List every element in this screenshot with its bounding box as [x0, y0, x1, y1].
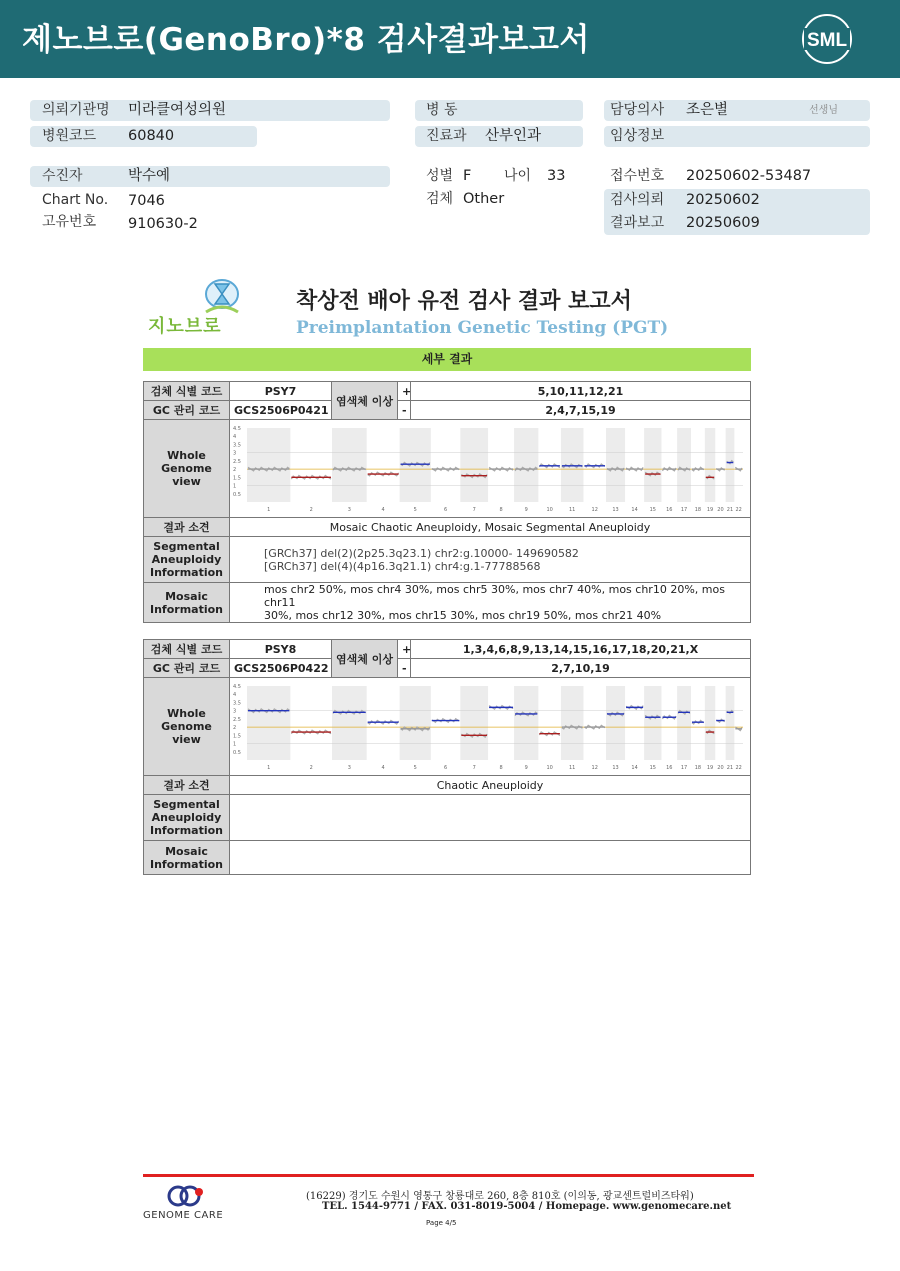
y-tick-label: 2.5 — [233, 716, 241, 723]
doctor-suffix: 선생님 — [809, 105, 838, 116]
genome-chart-cell — [230, 678, 751, 776]
gain-sign: + — [398, 382, 411, 401]
x-tick-label: 11 — [568, 765, 576, 771]
chromosome-band — [400, 686, 431, 760]
mosaic-line: 30%, mos chr12 30%, mos chr15 30%, mos chr19 50%, mos chr21 40% — [264, 609, 662, 622]
age-label: 나이 — [504, 168, 532, 184]
mosaic-value — [230, 841, 751, 875]
chromosome-band — [514, 686, 538, 760]
x-tick-label: 3 — [347, 507, 351, 513]
x-tick-label: 15 — [649, 507, 657, 513]
svg-text:SML: SML — [806, 30, 848, 51]
chromosome-band — [606, 428, 625, 502]
sample-code-value: PSY8 — [230, 640, 332, 659]
chromosome-band — [677, 428, 691, 502]
institution-label: 의뢰기관명 — [42, 102, 110, 118]
y-tick-label: 1.5 — [233, 475, 241, 482]
loss-sign: - — [398, 401, 411, 420]
x-tick-label: 13 — [612, 765, 619, 771]
genome-chart-cell — [230, 420, 751, 518]
sample-code-label: 검체 식별 코드 — [144, 640, 230, 659]
report-title: 착상전 배아 유전 검사 결과 보고서 — [296, 289, 632, 314]
x-tick-label: 10 — [546, 507, 553, 513]
y-tick-label: 2.5 — [233, 458, 241, 465]
whole-genome-label: Whole Genome view — [144, 420, 230, 518]
x-tick-label: 20 — [717, 765, 724, 771]
x-tick-label: 13 — [612, 507, 619, 513]
report-subtitle: Preimplantation Genetic Testing (PGT) — [296, 318, 669, 338]
gain-chromosomes: 1,3,4,6,8,9,13,14,15,16,17,18,20,21,X — [411, 640, 751, 659]
sample-code-label: 검체 식별 코드 — [144, 382, 230, 401]
finding-value: Chaotic Aneuploidy — [230, 776, 751, 795]
hospital-code-value: 60840 — [128, 128, 175, 144]
x-tick-label: 18 — [694, 507, 702, 513]
x-tick-label: 14 — [631, 507, 638, 513]
header-bar — [0, 0, 900, 78]
doctor-value: 조은별 — [686, 102, 729, 118]
gc-code-value: GCS2506P0421 — [230, 401, 332, 420]
x-tick-label: 5 — [413, 507, 417, 513]
chromosome-band — [705, 686, 715, 760]
patient-value: 박수예 — [128, 168, 171, 184]
patient-label: 수진자 — [42, 168, 83, 184]
footer-divider — [143, 1174, 754, 1177]
x-tick-label: 8 — [499, 765, 503, 771]
x-tick-label: 6 — [443, 765, 448, 771]
dept-value: 산부인과 — [485, 128, 542, 144]
abnormal-label: 염색체 이상 — [332, 640, 398, 678]
x-tick-label: 7 — [472, 765, 476, 771]
segmental-line: [GRCh37] del(4)(4p16.3q21.1) chr4:g.1-77788568 — [264, 559, 541, 573]
report-value: 20250609 — [686, 215, 760, 231]
y-tick-label: 3.5 — [233, 442, 241, 449]
x-tick-label: 3 — [347, 765, 351, 771]
footer-address: (16229) 경기도 수원시 영통구 창룡대로 260, 8층 810호 (이의동, 광교센트럴비즈타워) — [306, 1191, 694, 1202]
chart-value: 7046 — [128, 193, 165, 209]
genome-chart-2 — [231, 678, 749, 772]
segmental-value — [230, 537, 751, 583]
x-tick-label: 19 — [706, 765, 714, 771]
segmental-line: [GRCh37] del(2)(2p25.3q23.1) chr2:g.10000- 149690582 — [264, 546, 579, 560]
chromosome-band — [332, 686, 367, 760]
chromosome-band — [644, 428, 661, 502]
brand-name: 지노브로 — [148, 316, 222, 337]
mosaic-line: mos chr2 50%, mos chr4 30%, mos chr5 30%, mos chr7 40%, mos chr10 20%, mos chr11 — [264, 583, 725, 609]
chromosome-band — [332, 428, 367, 502]
x-tick-label: 21 — [726, 765, 734, 771]
y-tick-label: 1 — [233, 483, 237, 490]
segmental-label: Segmental Aneuploidy Information — [144, 795, 230, 841]
x-tick-label: 4 — [381, 765, 385, 771]
abnormal-label: 염색체 이상 — [332, 382, 398, 420]
x-tick-label: 17 — [680, 765, 688, 771]
genome-care-logo-icon — [166, 1184, 206, 1208]
y-tick-label: 3 — [233, 450, 237, 457]
request-value: 20250602 — [686, 192, 760, 208]
loss-chromosomes: 2,7,10,19 — [411, 659, 751, 678]
y-tick-label: 2 — [233, 725, 237, 732]
genome-chart-1 — [231, 420, 749, 514]
chromosome-band — [705, 428, 715, 502]
chromosome-band — [247, 686, 290, 760]
whole-genome-label: Whole Genome view — [144, 678, 230, 776]
x-tick-label: 1 — [267, 765, 271, 771]
y-tick-label: 1 — [233, 741, 237, 748]
loss-chromosomes: 2,4,7,15,19 — [411, 401, 751, 420]
y-tick-label: 0.5 — [233, 749, 241, 756]
x-tick-label: 1 — [267, 507, 271, 513]
id-value: 910630-2 — [128, 216, 198, 232]
y-tick-label: 0.5 — [233, 491, 241, 498]
gc-code-label: GC 관리 코드 — [144, 401, 230, 420]
hospital-code-label: 병원코드 — [42, 128, 97, 144]
sex-value: F — [463, 168, 472, 184]
chromosome-band — [561, 686, 584, 760]
section-header: 세부 결과 — [143, 348, 751, 371]
finding-label: 결과 소견 — [144, 776, 230, 795]
specimen-value: Other — [463, 191, 505, 207]
chromosome-band — [644, 686, 661, 760]
x-tick-label: 15 — [649, 765, 657, 771]
x-tick-label: 21 — [726, 507, 734, 513]
chromosome-band — [606, 686, 625, 760]
y-tick-label: 3 — [233, 708, 237, 715]
age-value: 33 — [547, 168, 566, 184]
gc-code-label: GC 관리 코드 — [144, 659, 230, 678]
x-tick-label: 22 — [735, 765, 742, 771]
x-tick-label: 14 — [631, 765, 638, 771]
doctor-label: 담당의사 — [610, 102, 665, 118]
receipt-label: 접수번호 — [610, 168, 665, 184]
mosaic-value — [230, 583, 751, 623]
sample-code-value: PSY7 — [230, 382, 332, 401]
x-tick-label: 12 — [591, 765, 598, 771]
x-tick-label: 16 — [666, 507, 673, 513]
x-tick-label: 2 — [309, 507, 313, 513]
sml-logo — [800, 12, 854, 66]
chromosome-band — [514, 428, 538, 502]
gain-sign: + — [398, 640, 411, 659]
finding-label: 결과 소견 — [144, 518, 230, 537]
chromosome-band — [460, 686, 488, 760]
institution-value: 미라클여성의원 — [128, 102, 227, 118]
chromosome-band — [726, 428, 735, 502]
y-tick-label: 4 — [233, 434, 237, 441]
chromosome-band — [247, 428, 290, 502]
id-label: 고유번호 — [42, 214, 97, 230]
report-label: 결과보고 — [610, 215, 665, 231]
x-tick-label: 17 — [680, 507, 688, 513]
x-tick-label: 16 — [666, 765, 673, 771]
x-tick-label: 12 — [591, 507, 598, 513]
request-label: 검사의뢰 — [610, 192, 665, 208]
segmental-label: Segmental Aneuploidy Information — [144, 537, 230, 583]
x-tick-label: 8 — [499, 507, 503, 513]
mosaic-label: Mosaic Information — [144, 583, 230, 623]
x-tick-label: 7 — [472, 507, 476, 513]
receipt-value: 20250602-53487 — [686, 168, 812, 184]
x-tick-label: 11 — [568, 507, 576, 513]
ward-label: 병 동 — [426, 102, 458, 118]
footer-company: GENOME CARE — [143, 1210, 224, 1221]
y-tick-label: 3.5 — [233, 700, 241, 707]
chart-label: Chart No. — [42, 192, 109, 208]
gain-chromosomes: 5,10,11,12,21 — [411, 382, 751, 401]
dept-label: 진료과 — [426, 128, 467, 144]
chromosome-band — [460, 428, 488, 502]
sample-table-2 — [143, 639, 751, 875]
x-tick-label: 5 — [413, 765, 417, 771]
x-tick-label: 18 — [694, 765, 702, 771]
x-tick-label: 2 — [309, 765, 313, 771]
x-tick-label: 4 — [381, 507, 385, 513]
footer-contact: TEL. 1544-9771 / FAX. 031-8019-5004 / Homepage. www.genomecare.net — [322, 1201, 732, 1212]
x-tick-label: 10 — [546, 765, 553, 771]
y-tick-label: 4.5 — [233, 684, 241, 690]
x-tick-label: 22 — [735, 507, 742, 513]
finding-value: Mosaic Chaotic Aneuploidy, Mosaic Segmental Aneuploidy — [230, 518, 751, 537]
loss-sign: - — [398, 659, 411, 678]
page-number: Page 4/5 — [426, 1219, 457, 1227]
clinical-label: 임상정보 — [610, 128, 665, 144]
x-tick-label: 9 — [524, 765, 528, 771]
sample-table-1 — [143, 381, 751, 623]
y-tick-label: 4 — [233, 692, 237, 699]
sex-label: 성별 — [426, 168, 454, 184]
specimen-label: 검체 — [426, 191, 454, 207]
x-tick-label: 9 — [524, 507, 528, 513]
y-tick-label: 2 — [233, 467, 237, 474]
page-title: 제노브로(GenoBro)*8 검사결과보고서 — [22, 22, 590, 58]
mosaic-label: Mosaic Information — [144, 841, 230, 875]
chromosome-band — [677, 686, 691, 760]
chromosome-band — [726, 686, 735, 760]
patient-pill — [30, 166, 390, 187]
y-tick-label: 4.5 — [233, 426, 241, 432]
x-tick-label: 6 — [443, 507, 448, 513]
x-tick-label: 19 — [706, 507, 714, 513]
y-tick-label: 1.5 — [233, 733, 241, 740]
x-tick-label: 20 — [717, 507, 724, 513]
gc-code-value: GCS2506P0422 — [230, 659, 332, 678]
segmental-value — [230, 795, 751, 841]
